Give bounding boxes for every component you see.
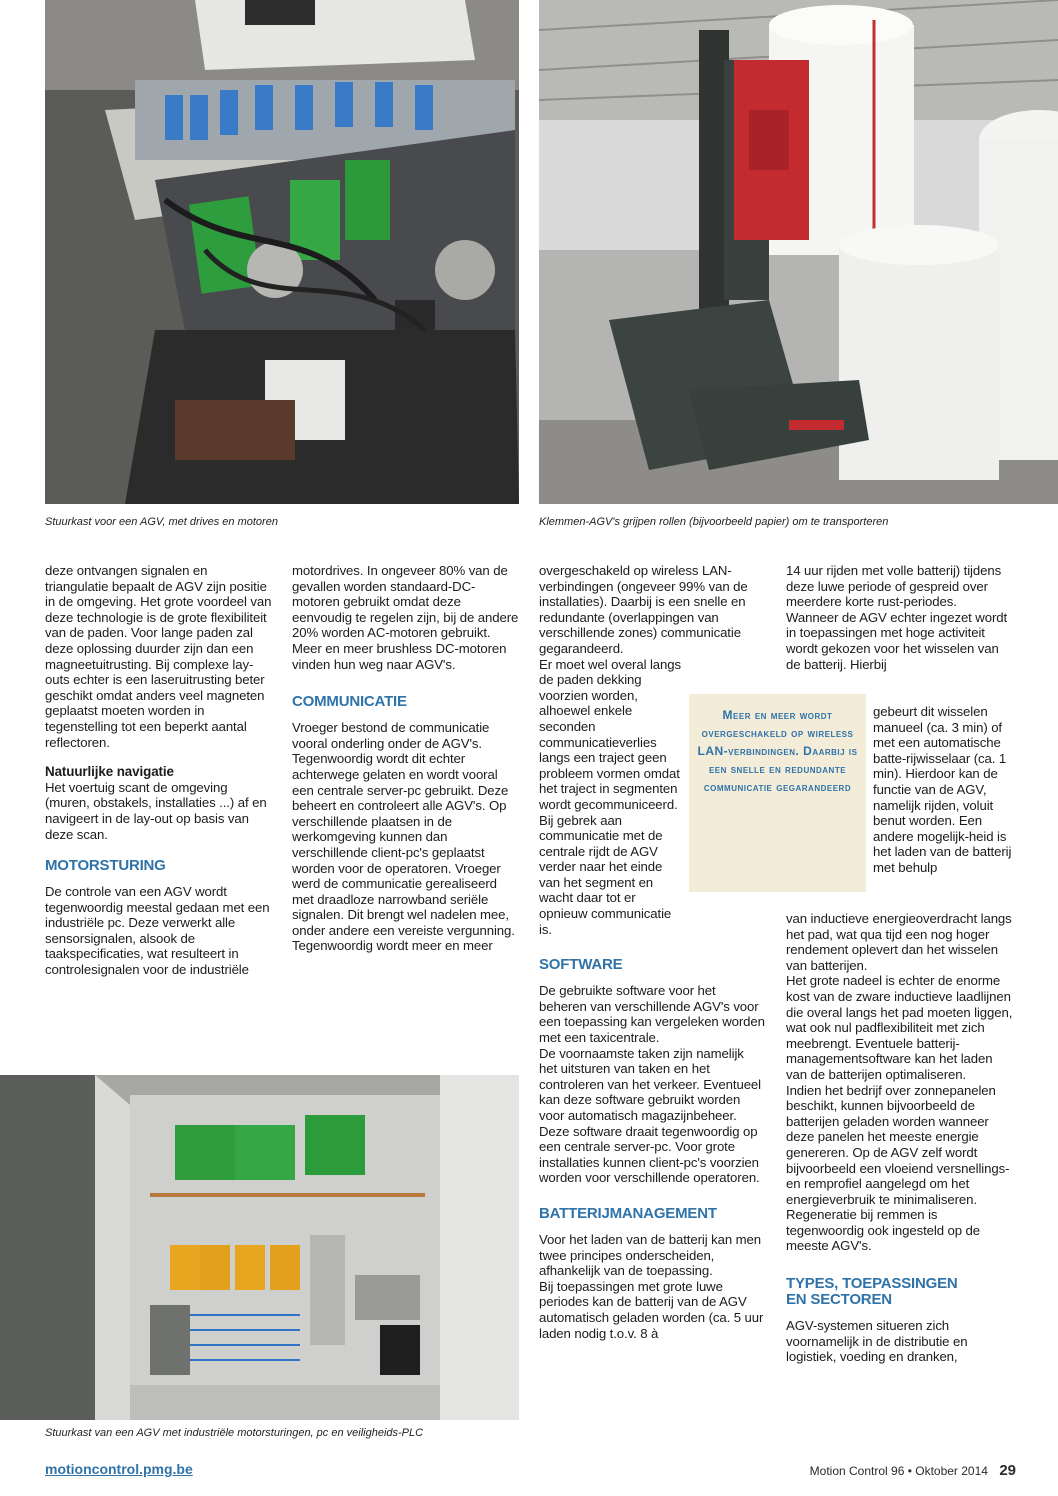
heading-software: SOFTWARE xyxy=(539,956,623,974)
paragraph: Er moet wel overal langs de paden dekking voorzien worden, alhoewel enkele seconden communicatieverlies langs een traject geen probleem vormen omdat het traject in segmenten wordt gecommuniceerd. xyxy=(539,656,681,812)
column-4-bottom xyxy=(786,911,1014,1365)
footer-website-link[interactable]: motioncontrol.pmg.be xyxy=(45,1461,193,1477)
heading-motorsturing: MOTORSTURING xyxy=(45,857,166,875)
column-4-narrow xyxy=(873,704,1014,876)
paragraph: Indien het bedrijf over zonnepanelen beschikt, kunnen bijvoorbeeld de batterijen geladen worden wanneer deze panelen het meeste energie genereren. Op de AGV zelf wordt bijvoorbeeld een vloeiend versnellings- en remprofiel aangelegd om het energieverbruik te minimaliseren. Regeneratie bij remmen is tegenwoordig ook ingesteld op de meeste AGV's. xyxy=(786,1082,1010,1254)
paragraph: motordrives. In ongeveer 80% van de gevallen worden standaard-DC-motoren gebruikt omdat deze eenvoudig te regelen zijn, bij de andere 20% worden AC-motoren gebruikt. Meer en meer brushless DC-motoren vinden hun weg naar AGV's. xyxy=(292,563,519,672)
heading-types-toepassingen-sectoren: TYPES, TOEPASSINGEN EN SECTOREN xyxy=(786,1275,958,1309)
photo-clamp-agv xyxy=(539,0,1058,504)
paragraph: Wanneer de AGV echter ingezet wordt in toepassingen met hoge activiteit wordt gekozen voor het wisselen van de batterij. Hierbij xyxy=(786,609,1008,672)
heading-communicatie: COMMUNICATIE xyxy=(292,693,407,711)
paragraph: 14 uur rijden met volle batterij) tijdens deze luwe periode of gespreid over meerdere korte rust-periodes. xyxy=(786,563,1002,610)
subheading-natural-navigation: Natuurlijke navigatie xyxy=(45,764,174,780)
paragraph: deze ontvangen signalen en triangulatie bepaalt de AGV zijn positie in de omgeving. Het grote voordeel van deze technologie is de grote flexibiliteit van de paden. Voor lange paden zal deze oplossing duurder zijn dan een magneetuitrusting. Bij complexe lay-outs echter is een laseruitrusting beter geschikt omdat anders veel magneten geplaatst moeten worden in tegenstelling tot een beperkt aantal reflectoren. xyxy=(45,563,272,750)
paragraph: Het voertuig scant de omgeving (muren, obstakels, installaties ...) af en navigeert in de lay-out op basis van deze scan. xyxy=(45,779,267,842)
paragraph: AGV-systemen situeren zich voornamelijk in de distributie en logistiek, voeding en dranken, xyxy=(786,1318,968,1365)
paragraph: De voornaamste taken zijn namelijk het uitsturen van taken en het controleren van het verkeer. Eventueel kan deze software gebruikt worden voor automatisch magazijnbeheer. xyxy=(539,1045,761,1123)
page-number: 29 xyxy=(999,1462,1016,1479)
paragraph: Het grote nadeel is echter de enorme kost van de zware inductieve laadlijnen die overal langs het pad moeten liggen, wat ook nul padflexibiliteit met zich meebrengt. Eventuele batterij-managementsoftware kan het laden van de batterijen optimaliseren. xyxy=(786,973,1013,1082)
paragraph: Bij toepassingen met grote luwe periodes kan de batterij van de AGV automatisch geladen worden (ca. 5 uur laden nodig t.o.v. 8 à xyxy=(539,1278,764,1341)
paragraph: van inductieve energieoverdracht langs het pad, wat qua tijd een nog hoger rendement oplevert dan het wisselen van batterijen. xyxy=(786,911,1012,973)
heading-batterijmanagement: BATTERIJMANAGEMENT xyxy=(539,1204,717,1222)
column-3-top xyxy=(539,563,765,1341)
column-2 xyxy=(292,563,520,954)
photo-industrial-cabinet xyxy=(0,1075,519,1420)
paragraph: Voor het laden van de batterij kan men twee principes onderscheiden, afhankelijk van de toepassing. xyxy=(539,1231,762,1279)
paragraph: overgeschakeld op wireless LAN-verbindingen (ongeveer 99% van de installaties). Daarbij is een snelle en redundante (overlappingen van verschillende zones) communicatie gegarandeerd. xyxy=(539,563,748,656)
paragraph: gebeurt dit wisselen manueel (ca. 3 min) of met een automatische batte-rijwisselaar (ca. 1 min). Hierdoor kan de functie van de AGV, namelijk rijden, voluit benut worden. Een andere mogelijk-heid is het laden van de batterij met behulp xyxy=(873,704,1012,875)
issue-info: Motion Control 96 • Oktober 2014 xyxy=(809,1464,988,1478)
photo-agv-control-cabinet xyxy=(45,0,519,504)
pull-quote: Meer en meer wordt overgeschakeld op wireless LAN-verbindingen. Daarbij is een snelle en redundante communicatie gegarandeerd xyxy=(689,694,866,892)
paragraph: De gebruikte software voor het beheren van verschillende AGV's voor een toepassing kan vergeleken worden met een taxicentrale. xyxy=(539,983,765,1046)
column-1 xyxy=(45,563,273,978)
footer-issue xyxy=(810,1462,1016,1479)
paragraph: Bij gebrek aan communicatie met de centrale rijdt de AGV verder naar het einde van het segment en wacht daar tot er opnieuw communicatie is. xyxy=(539,812,672,937)
caption-bottom-left: Stuurkast van een AGV met industriële motorsturingen, pc en veiligheids-PLC xyxy=(45,1427,424,1439)
caption-top-right: Klemmen-AGV's grijpen rollen (bijvoorbeeld papier) om te transporteren xyxy=(539,516,889,528)
paragraph: Vroeger bestond de communicatie vooral onderling onder de AGV's. Tegenwoordig wordt dit echter achterwege gelaten en wordt vooral een centrale server-pc gebruikt. Deze beheert en controleert alle AGV's. Op verschillende plaatsen in de werkomgeving kunnen dan verschillende client-pc's geplaatst worden voor de operatoren. Vroeger werd de communicatie gerealiseerd met draadloze narrowband seriële signalen. Dit brengt wel nadelen mee, onder andere een vereiste vergunning. Tegenwoordig wordt meer en meer xyxy=(292,720,515,954)
paragraph: De controle van een AGV wordt tegenwoordig meestal gedaan met een industriële pc. Deze verwerkt alle sensorsignalen, alsook de taakspecificaties, wat resulteert in controlesignalen voor de industriële xyxy=(45,884,270,978)
caption-top-left: Stuurkast voor een AGV, met drives en motoren xyxy=(45,516,278,528)
paragraph: Deze software draait tegenwoordig op een centrale server-pc. Voor grote installaties kunnen client-pc's voorzien worden voor verschillende operatoren. xyxy=(539,1123,760,1186)
column-4-top xyxy=(786,563,1014,672)
